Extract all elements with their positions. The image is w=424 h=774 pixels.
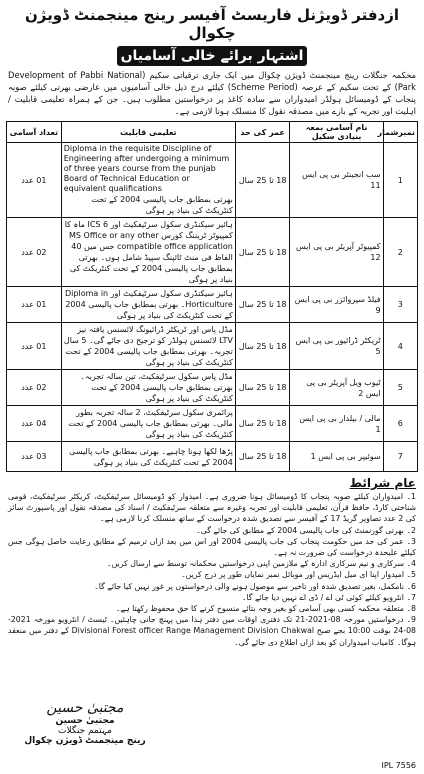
row-post: فیلڈ سپروائزر بی پی ایس 9 (290, 287, 383, 323)
condition-item: 8۔ متعلقہ محکمہ کسی بھی آسامی کو بغیر وجہ بتائے منسوخ کرنے کا حق محفوظ رکھتا ہے۔ (115, 604, 416, 614)
row-age: 18 تا 25 سال (235, 143, 290, 218)
row-serial: 7 (383, 442, 417, 472)
row-qualification: ہائیر سیکنڈری سکول سرٹیفکیٹ اور Diploma in Horticulture۔ بھرتی بمطابق جاب پالیسی 2004 کے تحت کنٹریکٹ کی بنیاد پر ہوگی (61, 287, 235, 323)
header-age: عمر کی حد (235, 122, 290, 143)
row-serial: 2 (383, 218, 417, 287)
row-post: سب انجینئر بی پی ایس 11 (290, 143, 383, 218)
table-header-row (7, 122, 418, 143)
condition-item: 2۔ بھرتی گورنمنٹ کی جاب پالیسی 2004 کے مطابق کی جائے گی۔ (196, 525, 416, 535)
row-age: 18 تا 25 سال (235, 442, 290, 472)
row-qualification: مڈل پاس سکول سرٹیفکیٹ، تین سالہ تجربہ۔ بھرتی بمطابق جاب پالیسی 2004 کے تحت کنٹریکٹ کی بنیاد پر ہوگی (61, 370, 235, 406)
row-qualification: ہائیر سیکنڈری سکول سرٹیفکیٹ اور ICS 6 ماہ کا کمپیوٹر ٹریننگ کورس MS Office or any other compatible office application جس میں 40 الفاظ فی منٹ ٹائپنگ سپیڈ شامل ہوں۔ بھرتی بمطابق جاب پالیسی 2004 کے تحت کنٹریکٹ کی بنیاد پر ہوگی (61, 218, 235, 287)
row-serial: 6 (383, 406, 417, 442)
row-age: 18 تا 25 سال (235, 323, 290, 370)
row-post: ٹیوب ویل آپریٹر بی پی ایس 2 (290, 370, 383, 406)
row-post: مالی / بیلدار بی پی ایس 1 (290, 406, 383, 442)
header-post: نام آسامی بمعہ بنیادی سکیل (290, 122, 383, 143)
condition-item: 7۔ انٹرویو کیلئے کوئی ٹی اے / ڈی اے نہیں دیا جائے گا۔ (241, 592, 416, 602)
condition-item: 4۔ سرکاری و نیم سرکاری ادارہ کے ملازمین اپنی درخواستیں محکمانہ توسط سے ارسال کریں۔ (107, 559, 416, 569)
signatory-office: رینج مینجمنٹ ڈویژن چکوال (24, 736, 146, 746)
row-age: 18 تا 25 سال (235, 218, 290, 287)
row-serial: 5 (383, 370, 417, 406)
table-row (7, 323, 418, 370)
table-row (7, 370, 418, 406)
row-serial: 4 (383, 323, 417, 370)
advertisement-title: اشتہار برائے خالی آسامیاں (117, 46, 307, 66)
row-age: 18 تا 25 سال (235, 406, 290, 442)
condition-item: 3۔ عمر کی حد میں حکومت پنجاب کی جاب پالیسی 2004 اور اس میں بعد ازاں ترمیم کے مطابق رعایت حاصل ہوگی جس کیلئے علیحدہ درخواست کی ضرورت نہ ہے۔ (8, 536, 416, 558)
row-qualification: پرائمری سکول سرٹیفکیٹ، 2 سالہ تجربہ بطور مالی۔ بھرتی بمطابق جاب پالیسی 2004 کے تحت کنٹریکٹ کی بنیاد پر ہوگی (61, 406, 235, 442)
signature-block (10, 700, 160, 746)
office-header: ازدفتر ڈویژنل فاریسٹ آفیسر رینج مینجمنٹ ڈویژن چکوال (25, 6, 399, 42)
qualification-english: Diploma in the requisite Discipline of Engineering after undergoing a minimum of three years course from the punjab Board of Technical Education or equivalent qualifications (63, 144, 230, 193)
qualification-urdu: بھرتی بمطابق جاب پالیسی 2004 کے تحت کنٹریکٹ کی بنیاد پر ہوگی (91, 195, 233, 215)
condition-item: 1۔ امیدواران کیلئے صوبہ پنجاب کا ڈومیسائل ہونا ضروری ہے۔ امیدوار کو ڈومیسائل سرٹیفکیٹ، کریکٹر سرٹیفکیٹ، قومی شناختی کارڈ، حافظ قرآن، تعلیمی قابلیت اور تجربہ وغیرہ سے متعلقہ سرٹیفکیٹ / اسناد کی مصدقہ نقول اور پاسپورٹ سائز کی 2 عدد تصاویر گریڈ 17 کے آفیسر سے تصدیق شدہ درخواست کے ساتھ منسلک کرنا لازمی ہے۔ (8, 492, 416, 524)
row-count: 03 عدد (7, 442, 62, 472)
row-count: 01 عدد (7, 323, 62, 370)
row-count: 02 عدد (7, 370, 62, 406)
row-count: 01 عدد (7, 143, 62, 218)
row-qualification: مڈل پاس اور ٹریکٹر ڈرائیونگ لائسنس یافتہ نیز LTV لائسنس ہولڈر کو ترجیح دی جائے گی۔ 5 سال تجربہ۔ بھرتی بمطابق جاب پالیسی 2004 کے تحت کنٹریکٹ کی بنیاد پر ہوگی (61, 323, 235, 370)
row-qualification (61, 143, 235, 218)
ipl-reference-code: IPL 7556 (381, 761, 416, 770)
handwritten-signature: مجتبیٰ حسین (46, 700, 124, 716)
conditions-list (6, 491, 418, 648)
table-row (7, 287, 418, 323)
table-row (7, 218, 418, 287)
header-qualification: تعلیمی قابلیت (61, 122, 235, 143)
row-age: 18 تا 25 سال (235, 287, 290, 323)
condition-item: 5۔ امیدوار اپنا ای میل ایڈریس اور موبائل نمبر نمایاں طور پر درج کریں۔ (181, 570, 416, 580)
header-count: تعداد آسامی (7, 122, 62, 143)
row-serial: 3 (383, 287, 417, 323)
row-post: کمپیوٹر آپریٹر بی پی ایس 12 (290, 218, 383, 287)
signatory-name: مجتبیٰ حسین (55, 716, 115, 726)
table-row (7, 143, 418, 218)
row-age: 18 تا 25 سال (235, 370, 290, 406)
row-post: ٹریکٹر ڈرائیور بی پی ایس 5 (290, 323, 383, 370)
row-qualification: پڑھا لکھا ہونا چاہیے۔ بھرتی بمطابق جاب پالیسی 2004 کے تحت کنٹریکٹ کی بنیاد پر ہوگی (61, 442, 235, 472)
table-row (7, 442, 418, 472)
header-serial: نمبرشمار (383, 122, 417, 143)
table-row (7, 406, 418, 442)
vacancies-table (6, 121, 418, 472)
row-count: 01 عدد (7, 287, 62, 323)
row-post: سوئیپر بی پی ایس 1 (290, 442, 383, 472)
conditions-title: عام شرائط (349, 476, 416, 490)
row-count: 04 عدد (7, 406, 62, 442)
row-serial: 1 (383, 143, 417, 218)
condition-item: 6۔ نامکمل، بغیر تصدیق شدہ اور تاخیر سے موصول ہونے والی درخواستوں پر غور نہیں کیا جائے گا۔ (94, 581, 416, 591)
condition-item: 9۔ درخواستیں مورخہ 08-2021-21 تک دفتری اوقات میں دفتر ہذا میں پہنچ جانی چاہئیں۔ ٹیسٹ / انٹرویو مورخہ 2021-08-24 بوقت 10:00 بجے صبح Divisional Forest officer Range Management Division Chakwal کے دفتر میں منعقد ہوگا۔ کامیاب امیدواران کو بعد ازاں اطلاع دی جائے گی۔ (8, 615, 416, 647)
signatory-designation: مہتمم جنگلات (58, 726, 112, 736)
intro-paragraph: محکمہ جنگلات رینج مینجمنٹ ڈویژن چکوال میں ایک جاری ترقیاتی سکیم (Development of Pabbi National Park) کے تحت سکیم کے عرصہ (Scheme Period) کیلئے درج ذیل خالی آسامیوں میں عارضی بھرتی کیلئے صوبہ پنجاب کے ڈومیسائل ہولڈر امیدواران سے سادہ کاغذ پر درخواستیں مطلوب ہیں۔ جن کے ہمراہ تعلیمی قابلیت / اہلیت اور تجربہ کے بارے میں مصدقہ نقول کا منسلک ہونا لازمی ہے۔ (8, 70, 417, 116)
row-count: 02 عدد (7, 218, 62, 287)
